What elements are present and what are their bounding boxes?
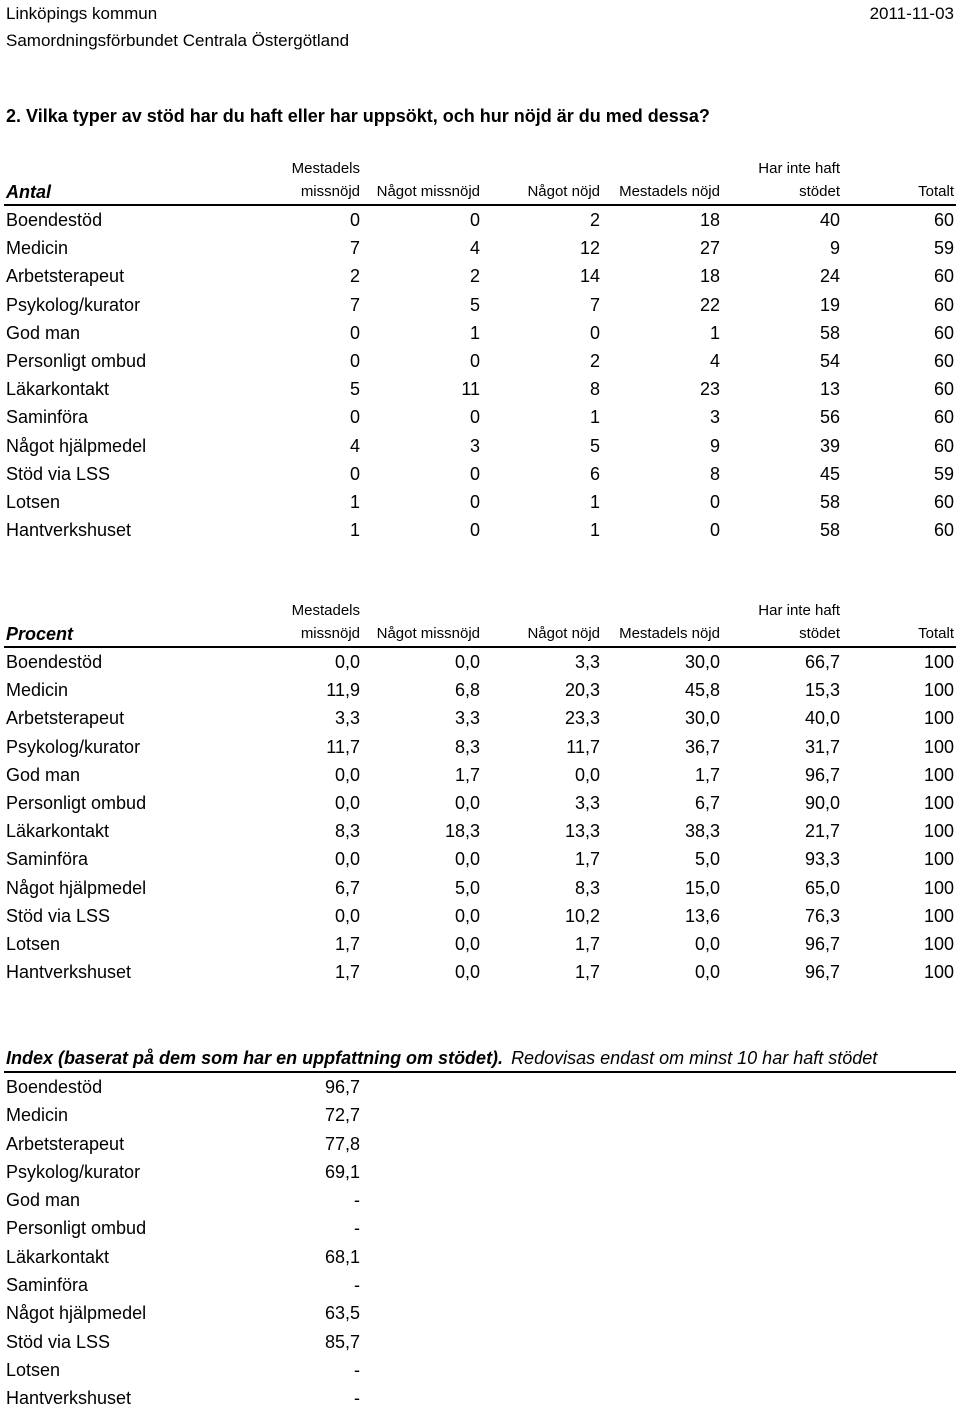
row-label: Arbetsterapeut bbox=[6, 1133, 125, 1154]
cell-value: 100 bbox=[923, 962, 954, 983]
procent-table-body bbox=[4, 647, 956, 986]
procent-table-row bbox=[4, 930, 956, 958]
cell-value: 0,0 bbox=[334, 849, 360, 870]
index-value: - bbox=[354, 1190, 360, 1211]
row-label: Psykolog/kurator bbox=[6, 1161, 141, 1182]
antal-table-row bbox=[4, 375, 956, 403]
col-header-mestadels-missnojd-line2: missnöjd bbox=[274, 623, 362, 647]
procent-table bbox=[4, 600, 956, 986]
row-label: Boendestöd bbox=[6, 652, 103, 672]
cell-value: 3 bbox=[469, 435, 480, 456]
cell-value: 0 bbox=[469, 463, 480, 484]
cell-value: 7 bbox=[349, 294, 360, 315]
antal-table-row bbox=[4, 432, 956, 460]
cell-value: 96,7 bbox=[804, 934, 840, 955]
row-label: Psykolog/kurator bbox=[6, 736, 141, 757]
row-label: God man bbox=[6, 764, 81, 785]
cell-value: 100 bbox=[923, 736, 954, 757]
cell-value: 2 bbox=[589, 351, 600, 372]
cell-value: 1,7 bbox=[454, 764, 480, 785]
index-value: 85,7 bbox=[324, 1331, 360, 1352]
cell-value: 31,7 bbox=[804, 736, 840, 757]
index-table-row bbox=[4, 1299, 362, 1327]
cell-value: 8,3 bbox=[574, 877, 600, 898]
row-label: God man bbox=[6, 1190, 81, 1211]
cell-value: 0 bbox=[349, 210, 360, 230]
antal-table-body bbox=[4, 205, 956, 544]
cell-value: 0 bbox=[709, 520, 720, 541]
cell-value: 60 bbox=[933, 210, 954, 230]
cell-value: 39 bbox=[819, 435, 840, 456]
procent-table-title: Procent bbox=[4, 623, 274, 647]
cell-value: 11,7 bbox=[326, 736, 360, 757]
cell-value: 54 bbox=[819, 351, 840, 372]
antal-table-row bbox=[4, 291, 956, 319]
cell-value: 1 bbox=[709, 322, 720, 343]
index-table-body bbox=[4, 1073, 362, 1413]
document-date: 2011-11-03 bbox=[869, 4, 954, 23]
index-title: Index (baserat på dem som har en uppfattning om stödet). bbox=[6, 1048, 504, 1068]
procent-table-row bbox=[4, 817, 956, 845]
col-header-nagot-missnojd: Något missnöjd bbox=[362, 181, 482, 205]
row-label: Medicin bbox=[6, 1105, 69, 1126]
cell-value: 60 bbox=[933, 379, 954, 400]
cell-value: 100 bbox=[923, 793, 954, 814]
cell-value: 59 bbox=[933, 463, 954, 484]
cell-value: 100 bbox=[923, 905, 954, 926]
cell-value: 58 bbox=[819, 492, 840, 513]
procent-table-row bbox=[4, 902, 956, 930]
cell-value: 0,0 bbox=[334, 652, 360, 672]
cell-value: 18,3 bbox=[444, 821, 480, 842]
row-label: Något hjälpmedel bbox=[6, 1303, 147, 1324]
cell-value: 60 bbox=[933, 492, 954, 513]
index-note: Redovisas endast om minst 10 har haft stödet bbox=[511, 1048, 878, 1068]
row-label: Saminföra bbox=[6, 849, 89, 870]
cell-value: 76,3 bbox=[804, 905, 840, 926]
col-header-mestadels-nojd: Mestadels nöjd bbox=[602, 623, 722, 647]
cell-value: 5,0 bbox=[454, 877, 480, 898]
cell-value: 11,9 bbox=[326, 680, 360, 701]
cell-value: 23,3 bbox=[564, 708, 600, 729]
cell-value: 7 bbox=[589, 294, 600, 315]
row-label: Personligt ombud bbox=[6, 1218, 147, 1239]
cell-value: 22 bbox=[699, 294, 720, 315]
cell-value: 21,7 bbox=[804, 821, 840, 842]
cell-value: 0,0 bbox=[334, 905, 360, 926]
cell-value: 3,3 bbox=[454, 708, 480, 729]
row-label: Stöd via LSS bbox=[6, 905, 111, 926]
index-value: 69,1 bbox=[324, 1161, 360, 1182]
cell-value: 13,6 bbox=[684, 905, 720, 926]
cell-value: 12 bbox=[579, 238, 600, 259]
row-label: Personligt ombud bbox=[6, 793, 147, 814]
cell-value: 0,0 bbox=[694, 962, 720, 983]
row-label: Något hjälpmedel bbox=[6, 435, 147, 456]
row-label: Boendestöd bbox=[6, 210, 103, 230]
antal-table-row bbox=[4, 516, 956, 544]
index-value: - bbox=[354, 1388, 360, 1409]
cell-value: 10,2 bbox=[564, 905, 600, 926]
antal-table-row bbox=[4, 403, 956, 431]
index-value: 96,7 bbox=[324, 1077, 360, 1097]
procent-table-row bbox=[4, 789, 956, 817]
antal-table bbox=[4, 158, 956, 544]
cell-value: 8 bbox=[589, 379, 600, 400]
cell-value: 6,7 bbox=[334, 877, 360, 898]
col-header-mestadels-missnojd-line2: missnöjd bbox=[274, 181, 362, 205]
col-header-nagot-nojd: Något nöjd bbox=[482, 181, 602, 205]
cell-value: 2 bbox=[469, 266, 480, 287]
row-label: Psykolog/kurator bbox=[6, 294, 141, 315]
cell-value: 3,3 bbox=[334, 708, 360, 729]
cell-value: 0 bbox=[349, 407, 360, 428]
cell-value: 24 bbox=[819, 266, 840, 287]
row-label: Lotsen bbox=[6, 1359, 61, 1380]
cell-value: 1 bbox=[589, 407, 600, 428]
cell-value: 96,7 bbox=[804, 962, 840, 983]
cell-value: 9 bbox=[829, 238, 840, 259]
cell-value: 4 bbox=[469, 238, 480, 259]
cell-value: 1,7 bbox=[574, 934, 600, 955]
row-label: God man bbox=[6, 322, 81, 343]
col-header-nagot-missnojd: Något missnöjd bbox=[362, 623, 482, 647]
index-value: 77,8 bbox=[324, 1133, 360, 1154]
cell-value: 0 bbox=[469, 407, 480, 428]
cell-value: 0 bbox=[349, 463, 360, 484]
cell-value: 6 bbox=[589, 463, 600, 484]
cell-value: 0,0 bbox=[454, 905, 480, 926]
antal-table-row bbox=[4, 234, 956, 262]
procent-table-row bbox=[4, 958, 956, 986]
row-label: Stöd via LSS bbox=[6, 463, 111, 484]
cell-value: 0 bbox=[469, 492, 480, 513]
cell-value: 60 bbox=[933, 266, 954, 287]
index-table-row bbox=[4, 1328, 362, 1356]
col-header-mestadels-missnojd-line1: Mestadels bbox=[291, 160, 360, 177]
row-label: Arbetsterapeut bbox=[6, 266, 125, 287]
cell-value: 0 bbox=[349, 351, 360, 372]
association-name: Samordningsförbundet Centrala Östergötland bbox=[6, 31, 350, 50]
procent-table-row bbox=[4, 761, 956, 789]
index-value: 68,1 bbox=[324, 1246, 360, 1267]
cell-value: 18 bbox=[699, 266, 720, 287]
cell-value: 0 bbox=[469, 520, 480, 541]
cell-value: 5 bbox=[589, 435, 600, 456]
cell-value: 59 bbox=[933, 238, 954, 259]
cell-value: 1,7 bbox=[694, 764, 720, 785]
cell-value: 45,8 bbox=[684, 680, 720, 701]
index-table-row bbox=[4, 1130, 362, 1158]
index-value: 63,5 bbox=[324, 1303, 360, 1324]
cell-value: 3,3 bbox=[574, 652, 600, 672]
index-table-row bbox=[4, 1356, 362, 1384]
cell-value: 58 bbox=[819, 322, 840, 343]
cell-value: 100 bbox=[923, 708, 954, 729]
col-header-har-inte-haft-line1: Har inte haft bbox=[758, 602, 840, 619]
cell-value: 30,0 bbox=[684, 708, 720, 729]
cell-value: 60 bbox=[933, 294, 954, 315]
cell-value: 40 bbox=[819, 210, 840, 230]
cell-value: 14 bbox=[579, 266, 600, 287]
cell-value: 0,0 bbox=[454, 793, 480, 814]
cell-value: 11,7 bbox=[566, 736, 600, 757]
cell-value: 7 bbox=[349, 238, 360, 259]
cell-value: 58 bbox=[819, 520, 840, 541]
cell-value: 66,7 bbox=[804, 652, 840, 672]
cell-value: 8 bbox=[709, 463, 720, 484]
cell-value: 15,0 bbox=[684, 877, 720, 898]
antal-table-title: Antal bbox=[4, 181, 274, 205]
col-header-mestadels-missnojd-line1: Mestadels bbox=[291, 602, 360, 619]
row-label: Lotsen bbox=[6, 934, 61, 955]
cell-value: 100 bbox=[923, 652, 954, 672]
col-header-har-inte-haft-line1: Har inte haft bbox=[758, 160, 840, 177]
row-label: Medicin bbox=[6, 680, 69, 701]
cell-value: 0,0 bbox=[334, 764, 360, 785]
cell-value: 36,7 bbox=[684, 736, 720, 757]
row-label: Läkarkontakt bbox=[6, 821, 110, 842]
antal-table-row bbox=[4, 205, 956, 234]
cell-value: 65,0 bbox=[804, 877, 840, 898]
cell-value: 0,0 bbox=[454, 652, 480, 672]
cell-value: 96,7 bbox=[804, 764, 840, 785]
antal-table-row bbox=[4, 319, 956, 347]
cell-value: 0,0 bbox=[454, 934, 480, 955]
cell-value: 11 bbox=[461, 379, 480, 400]
index-value: - bbox=[354, 1218, 360, 1239]
row-label: Stöd via LSS bbox=[6, 1331, 111, 1352]
antal-table-row bbox=[4, 262, 956, 290]
cell-value: 38,3 bbox=[684, 821, 720, 842]
row-label: Medicin bbox=[6, 238, 69, 259]
cell-value: 5 bbox=[349, 379, 360, 400]
question-heading: 2. Vilka typer av stöd har du haft eller har uppsökt, och hur nöjd är du med dessa? bbox=[6, 106, 710, 126]
cell-value: 1 bbox=[589, 492, 600, 513]
cell-value: 20,3 bbox=[564, 680, 600, 701]
cell-value: 60 bbox=[933, 407, 954, 428]
row-label: Något hjälpmedel bbox=[6, 877, 147, 898]
antal-table-row bbox=[4, 460, 956, 488]
index-table-row bbox=[4, 1073, 362, 1101]
cell-value: 4 bbox=[349, 435, 360, 456]
cell-value: 56 bbox=[819, 407, 840, 428]
procent-table-row bbox=[4, 647, 956, 676]
cell-value: 0,0 bbox=[454, 962, 480, 983]
cell-value: 0,0 bbox=[694, 934, 720, 955]
cell-value: 6,8 bbox=[454, 680, 480, 701]
col-header-totalt: Totalt bbox=[842, 623, 956, 647]
cell-value: 13 bbox=[819, 379, 840, 400]
index-table-row bbox=[4, 1243, 362, 1271]
cell-value: 0 bbox=[469, 210, 480, 230]
row-label: Hantverkshuset bbox=[6, 1388, 132, 1409]
col-header-mestadels-nojd: Mestadels nöjd bbox=[602, 181, 722, 205]
cell-value: 1,7 bbox=[574, 962, 600, 983]
cell-value: 8,3 bbox=[454, 736, 480, 757]
row-label: Hantverkshuset bbox=[6, 520, 132, 541]
cell-value: 4 bbox=[709, 351, 720, 372]
cell-value: 90,0 bbox=[804, 793, 840, 814]
procent-table-row bbox=[4, 676, 956, 704]
cell-value: 100 bbox=[923, 934, 954, 955]
cell-value: 8,3 bbox=[334, 821, 360, 842]
cell-value: 0,0 bbox=[454, 849, 480, 870]
cell-value: 1 bbox=[469, 322, 480, 343]
cell-value: 3,3 bbox=[574, 793, 600, 814]
cell-value: 45 bbox=[819, 463, 840, 484]
col-header-nagot-nojd: Något nöjd bbox=[482, 623, 602, 647]
organization-name: Linköpings kommun bbox=[6, 4, 158, 23]
cell-value: 13,3 bbox=[564, 821, 600, 842]
index-value: - bbox=[354, 1359, 360, 1380]
cell-value: 2 bbox=[589, 210, 600, 230]
row-label: Saminföra bbox=[6, 407, 89, 428]
index-value: - bbox=[354, 1275, 360, 1296]
cell-value: 27 bbox=[699, 238, 720, 259]
cell-value: 3 bbox=[709, 407, 720, 428]
row-label: Läkarkontakt bbox=[6, 379, 110, 400]
procent-table-row bbox=[4, 874, 956, 902]
cell-value: 1,7 bbox=[334, 934, 360, 955]
index-table-row bbox=[4, 1101, 362, 1129]
cell-value: 93,3 bbox=[804, 849, 840, 870]
index-value: 72,7 bbox=[324, 1105, 360, 1126]
col-header-har-inte-haft-line2: stödet bbox=[722, 181, 842, 205]
index-table-row bbox=[4, 1271, 362, 1299]
cell-value: 100 bbox=[923, 680, 954, 701]
cell-value: 1,7 bbox=[574, 849, 600, 870]
row-label: Arbetsterapeut bbox=[6, 708, 125, 729]
cell-value: 1 bbox=[349, 492, 360, 513]
cell-value: 1 bbox=[589, 520, 600, 541]
cell-value: 100 bbox=[923, 849, 954, 870]
cell-value: 30,0 bbox=[684, 652, 720, 672]
procent-table-row bbox=[4, 704, 956, 732]
cell-value: 0 bbox=[709, 492, 720, 513]
index-table bbox=[4, 1073, 362, 1413]
document-header-left bbox=[6, 0, 349, 54]
row-label: Hantverkshuset bbox=[6, 962, 132, 983]
cell-value: 0,0 bbox=[334, 793, 360, 814]
cell-value: 100 bbox=[923, 877, 954, 898]
procent-table-row bbox=[4, 845, 956, 873]
row-label: Personligt ombud bbox=[6, 351, 147, 372]
cell-value: 19 bbox=[819, 294, 840, 315]
col-header-har-inte-haft-line2: stödet bbox=[722, 623, 842, 647]
cell-value: 60 bbox=[933, 520, 954, 541]
cell-value: 0,0 bbox=[574, 764, 600, 785]
index-table-row bbox=[4, 1384, 362, 1412]
cell-value: 100 bbox=[923, 764, 954, 785]
index-table-row bbox=[4, 1214, 362, 1242]
cell-value: 18 bbox=[699, 210, 720, 230]
index-section-heading bbox=[4, 1045, 956, 1073]
cell-value: 0 bbox=[589, 322, 600, 343]
cell-value: 60 bbox=[933, 351, 954, 372]
cell-value: 40,0 bbox=[804, 708, 840, 729]
row-label: Lotsen bbox=[6, 492, 61, 513]
antal-table-row bbox=[4, 488, 956, 516]
cell-value: 60 bbox=[933, 322, 954, 343]
cell-value: 23 bbox=[699, 379, 720, 400]
cell-value: 0 bbox=[349, 322, 360, 343]
cell-value: 100 bbox=[923, 821, 954, 842]
row-label: Saminföra bbox=[6, 1275, 89, 1296]
cell-value: 1 bbox=[349, 520, 360, 541]
antal-table-row bbox=[4, 347, 956, 375]
index-table-row bbox=[4, 1186, 362, 1214]
cell-value: 9 bbox=[709, 435, 720, 456]
row-label: Boendestöd bbox=[6, 1077, 103, 1097]
cell-value: 0 bbox=[469, 351, 480, 372]
procent-table-row bbox=[4, 733, 956, 761]
cell-value: 6,7 bbox=[694, 793, 720, 814]
index-table-row bbox=[4, 1158, 362, 1186]
cell-value: 1,7 bbox=[334, 962, 360, 983]
row-label: Läkarkontakt bbox=[6, 1246, 110, 1267]
cell-value: 5,0 bbox=[694, 849, 720, 870]
cell-value: 15,3 bbox=[804, 680, 840, 701]
cell-value: 60 bbox=[933, 435, 954, 456]
col-header-totalt: Totalt bbox=[842, 181, 956, 205]
cell-value: 2 bbox=[349, 266, 360, 287]
cell-value: 5 bbox=[469, 294, 480, 315]
